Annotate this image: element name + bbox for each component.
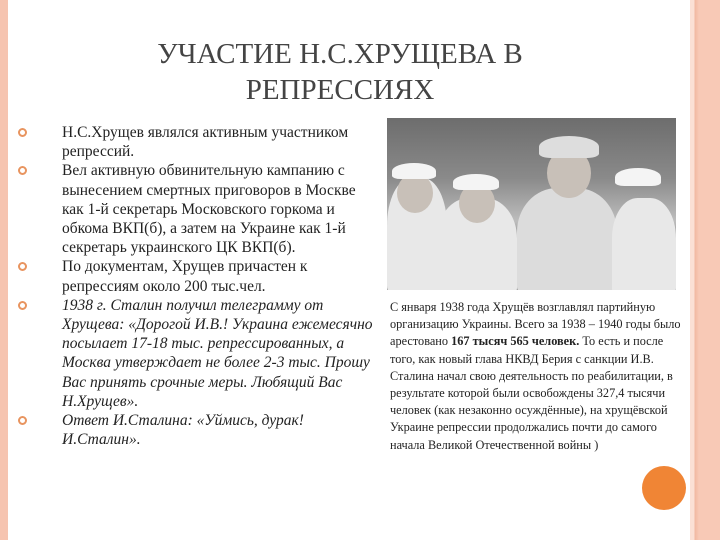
bullet-list <box>18 123 378 449</box>
title-line-1: УЧАСТИЕ Н.С.ХРУЩЕВА В <box>157 38 523 70</box>
bullet-item <box>18 161 378 257</box>
orange-circle-decoration <box>642 466 686 510</box>
title-line-2: РЕПРЕССИЯХ <box>245 74 435 106</box>
bullet-icon <box>18 416 27 425</box>
bullet-icon <box>18 128 27 137</box>
bullet-icon <box>18 166 27 175</box>
bullet-item <box>18 123 378 161</box>
bullet-text: 1938 г. Сталин получил телеграмму от Хрущева: «Дорогой И.В.! Украина ежемесячно посылает 17-18 тыс. репрессированных, а Москва утверждает не более 2-3 тыс. Прошу Вас принять срочные меры. Любящий Вас Н.Хрущев». <box>62 296 373 410</box>
bullet-text: По документам, Хрущев причастен к репрессиям около 200 тыс.чел. <box>62 258 308 295</box>
bullet-item <box>18 257 378 295</box>
bullet-icon <box>18 301 27 310</box>
slide-title <box>60 36 620 108</box>
bullet-text: Вел активную обвинительную кампанию с вынесением смертных приговоров в Москве как 1-й секретарь Московского горкома и обкома ВКП(б), а затем на Украине как 1-й секретарь украинского ЦК ВКП(б). <box>62 162 356 257</box>
caption-bold-figure: 167 тысяч 565 человек. <box>451 334 580 349</box>
bullet-text: Ответ И.Сталина: «Уймись, дурак! И.Сталин». <box>62 412 304 449</box>
right-decorative-strip <box>690 0 720 540</box>
photo-caption-text <box>390 299 690 454</box>
caption-part-1: С января 1938 года Хрущёв возглавлял партийную организацию Украины. Всего за 1938 – 1940 годы было арестовано <box>390 300 681 349</box>
bullet-item <box>18 411 378 449</box>
bullet-item <box>18 296 378 411</box>
caption-part-2: То есть и после того, как новый глава НКВД Берия с санкции И.В. Сталина начал свою деятельность по реабилитации, в результате которой были освобождены 327,4 тысячи человек (как незаконно осуждённые), на хрущёвской Украине репрессии продолжались почти до самого начала Великой Отечественной войны ) <box>390 334 673 452</box>
bullet-text: Н.С.Хрущев являлся активным участником репрессий. <box>62 124 349 161</box>
historical-photo <box>387 118 676 290</box>
left-decorative-strip <box>0 0 8 540</box>
bullet-icon <box>18 262 27 271</box>
